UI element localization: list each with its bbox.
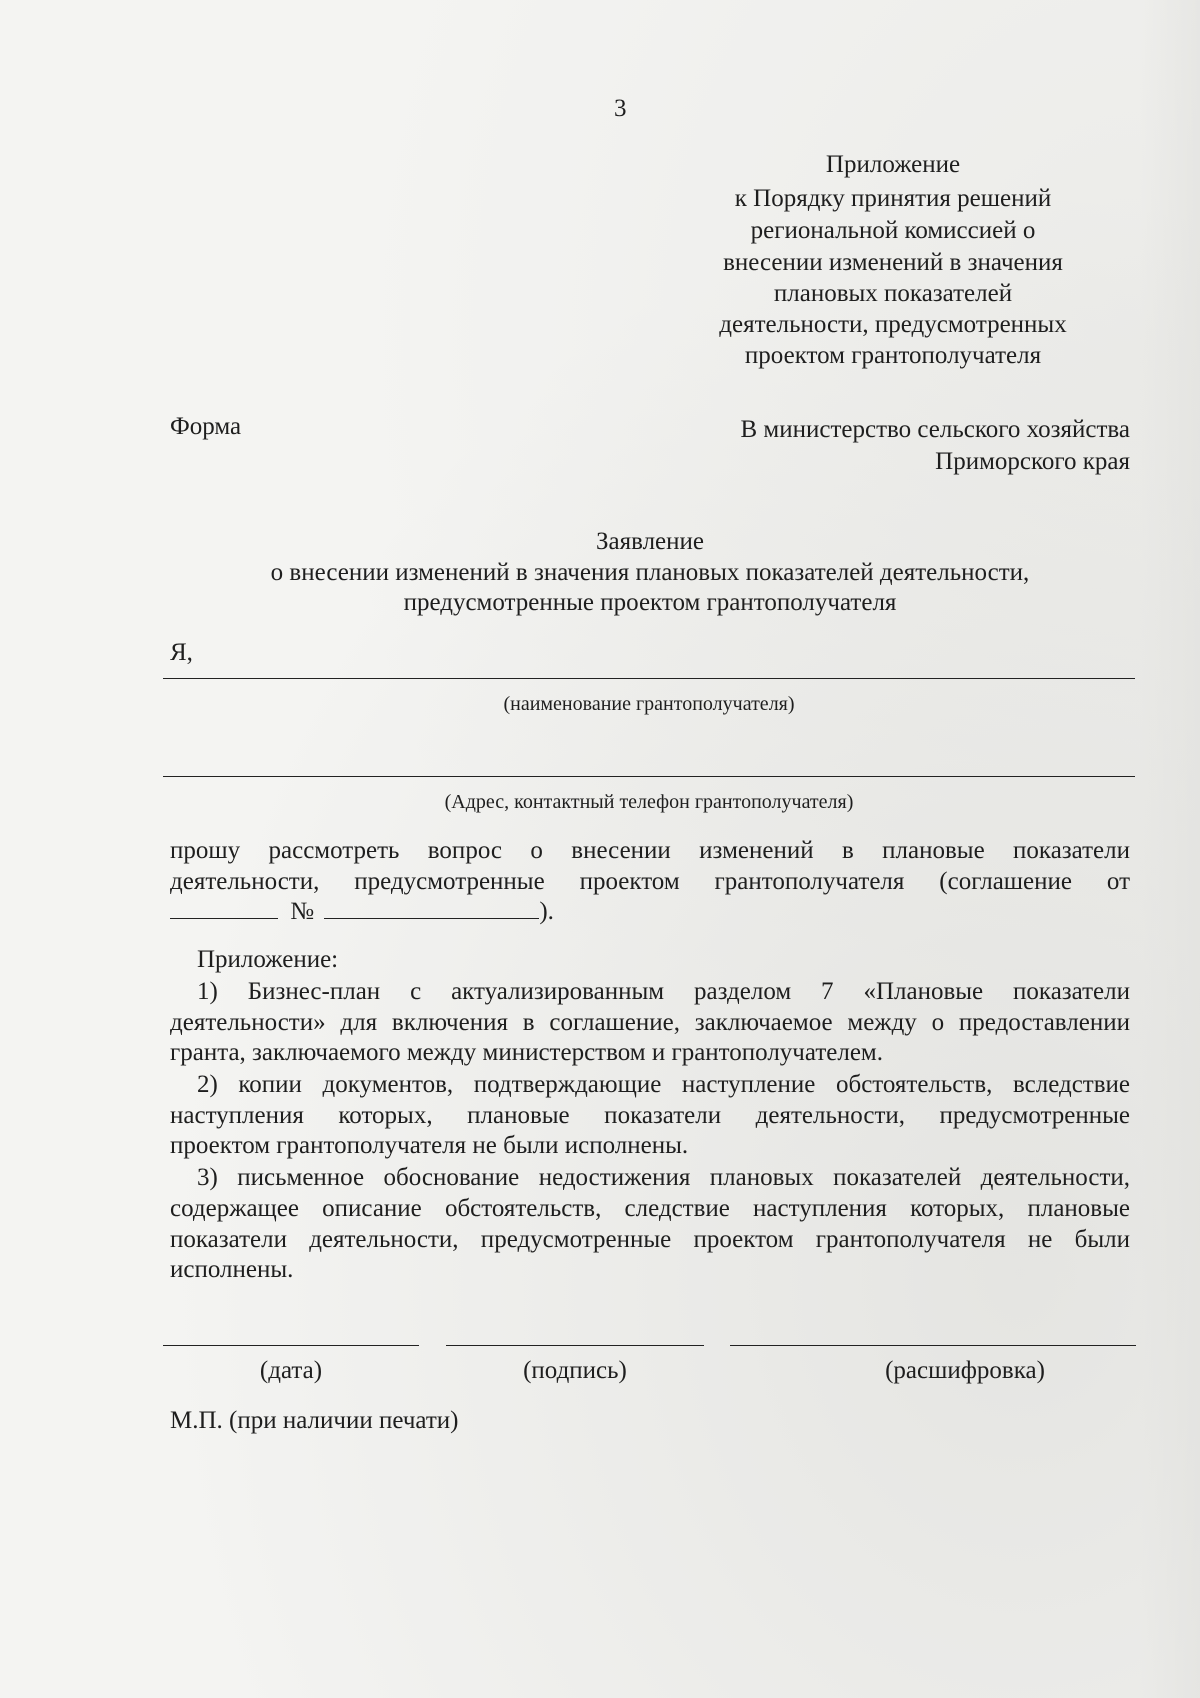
addressee-line1: В министерство сельского хозяйства xyxy=(740,416,1130,443)
address-caption: (Адрес, контактный телефон грантополучателя) xyxy=(444,791,854,813)
request-closing: ). xyxy=(539,898,554,925)
appendix-line: к Порядку принятия решений xyxy=(734,185,1052,212)
appendix-line: региональной комиссией о xyxy=(750,217,1036,244)
attachment-item2-line: наступления которых, плановые показатели деятельности, предусмотренные xyxy=(170,1102,1130,1129)
name-field-line xyxy=(163,678,1135,679)
attachment-item3-line: 3) письменное обоснование недостижения плановых показателей деятельности, xyxy=(197,1164,1130,1191)
appendix-line: внесении изменений в значения xyxy=(723,249,1063,276)
attachment-item1-line: деятельности» для включения в соглашение, заключаемое между о предоставлении xyxy=(170,1009,1130,1036)
document-subtitle: предусмотренные проектом грантополучателя xyxy=(403,589,897,616)
document-subtitle: о внесении изменений в значения плановых показателей деятельности, xyxy=(270,559,1030,586)
request-line: прошу рассмотреть вопрос о внесении изменений в плановые показатели xyxy=(170,837,1130,864)
request-line: деятельности, предусмотренные проектом грантополучателя (соглашение от xyxy=(170,868,1130,895)
date-signature-line xyxy=(163,1345,419,1346)
decode-caption: (расшифровка) xyxy=(885,1357,1045,1384)
number-sign: № xyxy=(290,898,315,925)
document-title: Заявление xyxy=(595,528,705,555)
appendix-line: проектом грантополучателя xyxy=(744,342,1042,369)
agreement-number-blank xyxy=(324,896,539,919)
appendix-line: плановых показателей xyxy=(773,280,1013,307)
date-caption: (дата) xyxy=(259,1357,323,1384)
form-label: Форма xyxy=(170,413,242,440)
seal-note: М.П. (при наличии печати) xyxy=(170,1407,459,1434)
appendix-line: деятельности, предусмотренных xyxy=(719,311,1067,338)
request-line3 xyxy=(170,896,554,927)
attachment-item1-line: гранта, заключаемого между министерством и грантополучателем. xyxy=(170,1039,883,1066)
scan-edge-shading xyxy=(1140,0,1200,1698)
i-label: Я, xyxy=(170,639,193,666)
attachment-item2-line: 2) копии документов, подтверждающие наступление обстоятельств, вследствие xyxy=(197,1071,1130,1098)
decode-signature-line xyxy=(730,1345,1136,1346)
agreement-date-blank xyxy=(170,896,278,919)
attachment-item2-line: проектом грантополучателя не были исполнены. xyxy=(170,1132,689,1159)
appendix-line: Приложение xyxy=(825,151,961,178)
name-caption: (наименование грантополучателя) xyxy=(503,693,795,715)
attachment-item1-line: 1) Бизнес-план с актуализированным разделом 7 «Плановые показатели xyxy=(197,978,1130,1005)
address-field-line xyxy=(163,776,1135,777)
attachments-heading: Приложение: xyxy=(197,946,339,973)
addressee-line2: Приморского края xyxy=(935,448,1130,475)
attachment-item3-line: содержащее описание обстоятельств, следствие наступления которых, плановые xyxy=(170,1195,1130,1222)
page-number: 3 xyxy=(614,95,627,122)
sign-signature-line xyxy=(446,1345,704,1346)
attachment-item3-line: показатели деятельности, предусмотренные проектом грантополучателя не были xyxy=(170,1226,1130,1253)
sign-caption: (подпись) xyxy=(523,1357,627,1384)
attachment-item3-line: исполнены. xyxy=(170,1256,294,1283)
